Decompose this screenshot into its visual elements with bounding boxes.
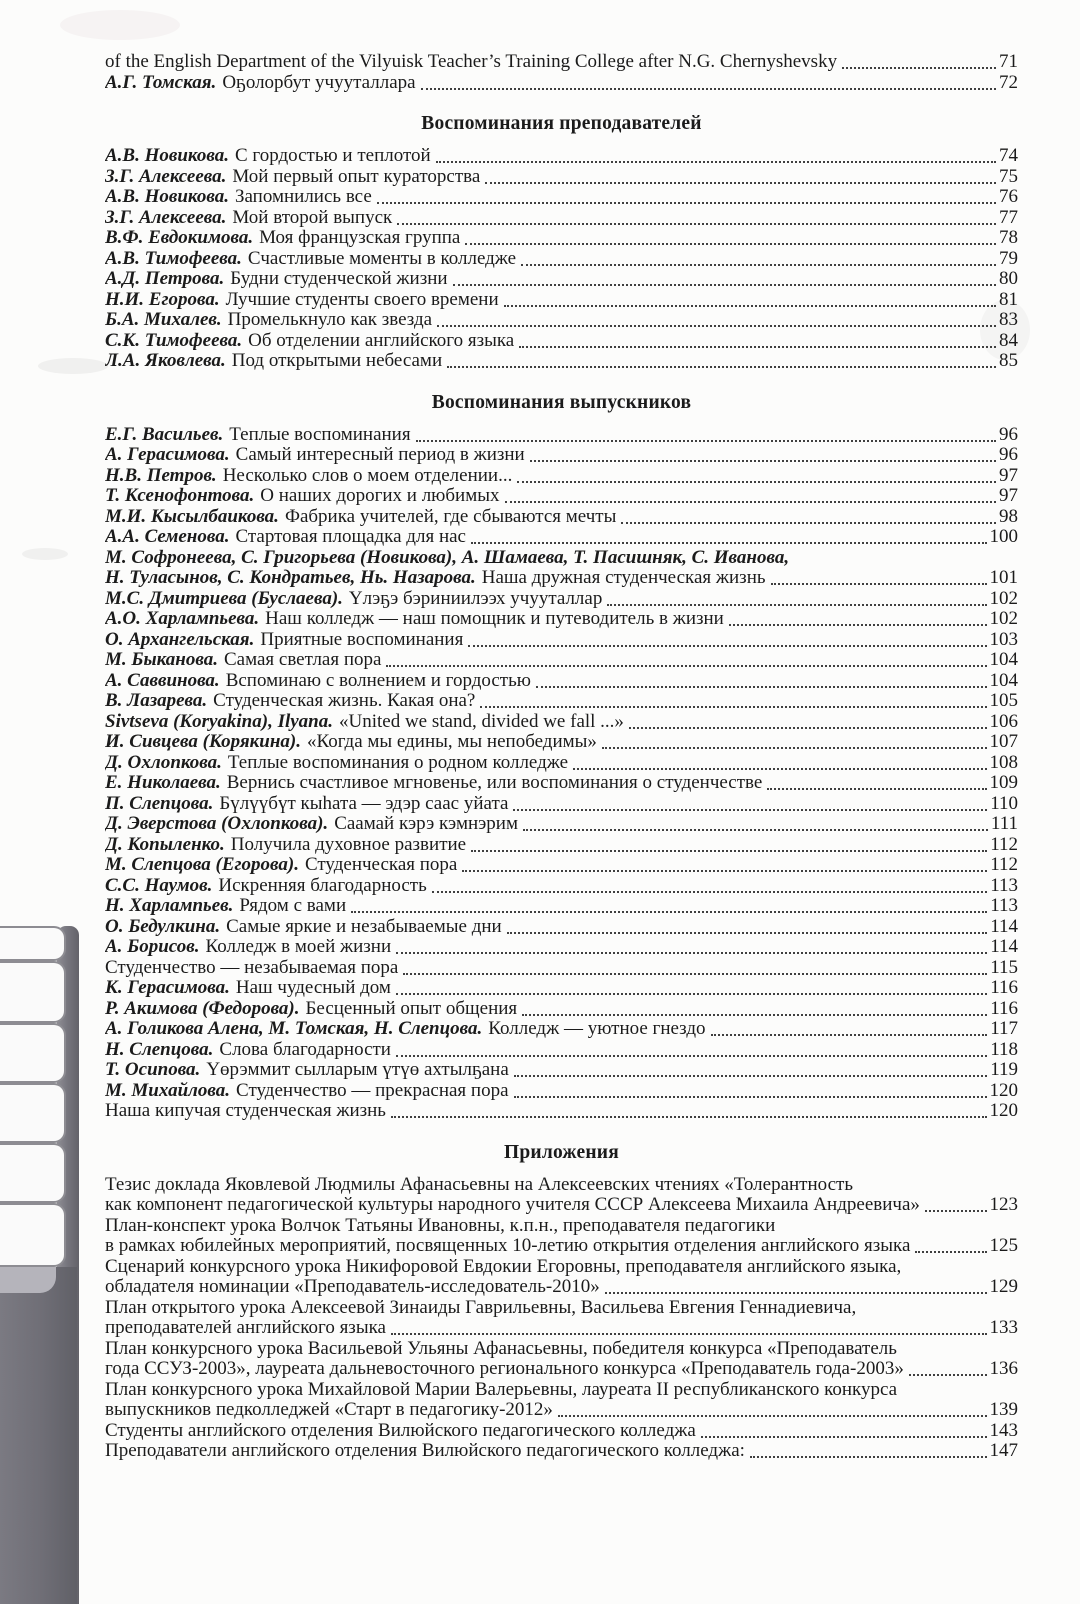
toc-entry — [105, 999, 1018, 1020]
toc-entry — [105, 351, 1018, 372]
page-number: 115 — [990, 957, 1018, 978]
page-number: 123 — [989, 1195, 1018, 1215]
toc-entry — [105, 1081, 1018, 1102]
page-number: 116 — [990, 978, 1018, 998]
dot-leader — [915, 1251, 986, 1253]
toc-entry-title: года ССУЗ-2003», лауреата дальневосточного регионального конкурса «Преподаватель года-2003» — [105, 1359, 904, 1379]
dot-leader — [767, 788, 986, 790]
toc-entry — [105, 1040, 1018, 1061]
scan-artifact — [38, 358, 108, 374]
toc-entry-title: Наша дружная студенческая жизнь — [481, 568, 766, 588]
toc-entry — [105, 146, 1018, 167]
page-number: 139 — [989, 1400, 1018, 1420]
toc-entry — [105, 671, 1018, 692]
toc-entry-title: Самые яркие и незабываемые дни — [226, 916, 502, 937]
dot-leader — [573, 768, 986, 770]
dot-leader — [403, 973, 987, 975]
page-number: 110 — [990, 793, 1018, 814]
toc-entry — [105, 1019, 1018, 1040]
page-number: 71 — [999, 52, 1018, 72]
toc-entry — [105, 445, 1018, 466]
toc-entry — [105, 425, 1018, 446]
toc-entry-title: Фабрика учителей, где сбываются мечты — [284, 506, 617, 527]
page-number: 104 — [989, 650, 1018, 670]
toc-entry-continuation — [105, 1257, 1018, 1278]
page-number: 98 — [999, 506, 1018, 527]
toc-entry-title: Оҕолорбут учууталлара — [222, 72, 416, 93]
toc-section — [105, 52, 1018, 93]
toc-entry-author: А.А. Семенова. — [105, 527, 230, 547]
toc-entry — [105, 187, 1018, 208]
toc-entry-author: З.Г. Алексеева. — [105, 207, 227, 228]
dot-leader — [391, 1116, 987, 1118]
toc-entry — [105, 1101, 1018, 1122]
dot-leader — [386, 665, 986, 667]
page-number: 78 — [999, 228, 1018, 248]
page-edge-tab — [0, 961, 66, 1023]
scan-artifact — [60, 10, 180, 40]
dot-leader — [602, 747, 987, 749]
toc-entry — [105, 1277, 1018, 1298]
dot-leader — [397, 223, 996, 225]
toc-entry-title: Преподаватели английского отделения Вилюйского педагогического колледжа: — [105, 1441, 745, 1461]
page-number: 112 — [990, 855, 1018, 875]
dot-leader — [771, 583, 987, 585]
toc-entry-title: Колледж — уютное гнездо — [488, 1019, 706, 1039]
toc-entry-author: П. Слепцова. — [105, 793, 214, 814]
toc-entry-author: Е. Николаева. — [105, 773, 221, 793]
page-number: 79 — [999, 248, 1018, 269]
scan-artifact — [22, 548, 68, 560]
toc-entry-author: О. Архангельская. — [105, 629, 255, 650]
dot-leader — [396, 952, 987, 954]
dot-leader — [391, 1333, 987, 1335]
page-number: 117 — [990, 1019, 1018, 1039]
toc-entry-author: Д. Эверстова (Охлопкова). — [105, 814, 329, 834]
dot-leader — [517, 481, 996, 483]
toc-entry-author: М.И. Кысылбаикова. — [105, 506, 279, 527]
page-number: 136 — [989, 1359, 1018, 1379]
dot-leader — [504, 305, 996, 307]
page-number: 75 — [999, 166, 1018, 187]
toc-entry — [105, 1195, 1018, 1216]
page-number: 133 — [989, 1318, 1018, 1338]
toc-entry-continuation — [105, 1175, 1018, 1196]
toc-entry-author: Т. Осипова. — [105, 1060, 201, 1080]
dot-leader — [558, 1415, 987, 1417]
toc-entry-continuation — [105, 1339, 1018, 1360]
toc-entry-title: Самая светлая пора — [223, 650, 382, 670]
toc-entry-author: Н. Туласынов, С. Кондратьев, Нь. Назарова. — [105, 568, 476, 588]
toc-entry-author: Т. Ксенофонтова. — [105, 486, 255, 506]
page-number: 125 — [989, 1236, 1018, 1256]
dot-leader — [465, 243, 996, 245]
page-number: 143 — [989, 1420, 1018, 1441]
toc-entry-text: План-конспект урока Волчок Татьяны Ивановны, к.п.н., преподавателя педагогики — [105, 1215, 776, 1236]
toc-entry-continuation — [105, 1216, 1018, 1237]
dot-leader — [701, 1436, 987, 1438]
toc-entry-title: Запомнились все — [234, 187, 372, 207]
toc-entry — [105, 568, 1018, 589]
page-number: 109 — [989, 773, 1018, 793]
page-edge-tab — [0, 1143, 66, 1203]
dot-leader — [471, 542, 987, 544]
dot-leader — [507, 932, 988, 934]
dot-leader — [396, 993, 987, 995]
toc-entry-title: Үлэҕэ бэриниилээх учууталлар — [348, 588, 603, 609]
dot-leader — [519, 346, 996, 348]
toc-entry — [105, 855, 1018, 876]
page-number: 96 — [999, 424, 1018, 445]
dot-leader — [514, 1096, 987, 1098]
page-number: 97 — [999, 486, 1018, 506]
toc-entry-title: Моя французская группа — [259, 228, 461, 248]
toc-entry-title: Рядом с вами — [239, 896, 347, 916]
page-number: 80 — [999, 269, 1018, 289]
dot-leader — [471, 850, 987, 852]
page-edge-tab — [0, 1203, 66, 1267]
page-number: 105 — [989, 691, 1018, 711]
toc-entry-author: Б.А. Михалев. — [105, 310, 222, 330]
dot-leader — [416, 440, 996, 442]
toc-entry-author: Sivtseva (Koryakina), Ilyana. — [105, 711, 333, 732]
page-number: 111 — [990, 814, 1018, 834]
toc-entry-continuation — [105, 1298, 1018, 1319]
toc-entry-title: Мой второй выпуск — [232, 207, 393, 228]
toc-entry — [105, 228, 1018, 249]
toc-entry — [105, 486, 1018, 507]
page-edge-tab — [0, 926, 66, 961]
toc-entry-title: Будни студенческой жизни — [230, 269, 448, 289]
toc-entry — [105, 1359, 1018, 1380]
dot-leader — [711, 1034, 988, 1036]
toc-entry — [105, 609, 1018, 630]
toc-entry — [105, 331, 1018, 352]
toc-entry — [105, 753, 1018, 774]
toc-entry-title: Теплые воспоминания о родном колледже — [227, 752, 569, 773]
toc-entry — [105, 937, 1018, 958]
toc-entry-title: Мой первый опыт кураторства — [232, 166, 481, 187]
toc-entry-title: «Когда мы едины, мы непобедимы» — [306, 732, 597, 752]
dot-leader — [462, 870, 987, 872]
toc-entry-title: Наш колледж — наш помощник и путеводитель в жизни — [265, 609, 724, 629]
toc-entry-title: Стартовая площадка для нас — [235, 527, 466, 547]
toc-entry-author: Н.В. Петров. — [105, 465, 217, 486]
toc-entry-author: Р. Акимова (Федорова). — [105, 998, 300, 1019]
toc-entry-title: Үөрэммит сылларым үтүө ахтылҕана — [206, 1060, 509, 1080]
toc-entry — [105, 958, 1018, 979]
dot-leader — [750, 1456, 987, 1458]
toc-entry — [105, 917, 1018, 938]
dot-leader — [437, 325, 996, 327]
toc-entry — [105, 1400, 1018, 1421]
binding-bottom-block — [0, 1267, 77, 1604]
toc-section — [105, 392, 1018, 1122]
page-number: 112 — [990, 834, 1018, 855]
toc-entry-title: как компонент педагогической культуры народного учителя СССР Алексеева Михаила Андреевича» — [105, 1195, 920, 1215]
toc-entry-title: Промелькнуло как звезда — [227, 310, 433, 330]
dot-leader — [607, 604, 986, 606]
page-number: 101 — [989, 568, 1018, 588]
dot-leader — [453, 284, 996, 286]
toc-section — [105, 113, 1018, 372]
dot-leader — [514, 1075, 987, 1077]
dot-leader — [421, 88, 996, 90]
toc-entry-title: Приятные воспоминания — [260, 629, 464, 650]
toc-entry-text: План конкурсного урока Васильевой Ульяны Афанасьевны, победителя конкурса «Преподаватель — [105, 1338, 897, 1359]
toc-entry-author: С.К. Тимофеева. — [105, 330, 243, 351]
page-number: 106 — [989, 711, 1018, 732]
page-number: 85 — [999, 351, 1018, 371]
dot-leader — [925, 1210, 987, 1212]
page-edge-tab — [0, 1267, 56, 1293]
toc-entry-author: А.В. Новикова. — [105, 146, 229, 166]
dot-leader — [605, 1292, 987, 1294]
toc-entry-text: План конкурсного урока Михайловой Марии Валерьевны, лауреата II республиканского конкурса — [105, 1379, 898, 1400]
section-header: Приложения — [503, 1141, 619, 1163]
toc-entry-title: Получила духовное развитие — [230, 834, 467, 855]
toc-entry-title: Студенчество — незабываемая пора — [105, 957, 399, 978]
toc-entry-author: Н. Слепцова. — [105, 1039, 214, 1060]
toc-entry — [105, 466, 1018, 487]
toc-entry — [105, 290, 1018, 311]
page-number: 102 — [989, 588, 1018, 609]
toc-entry-title: Бүлүүбүт кыһата — эдэр саас уйата — [219, 793, 509, 814]
toc-entry-author: М.С. Дмитриева (Буслаева). — [105, 588, 343, 609]
page-number: 113 — [990, 875, 1018, 896]
toc-entry-author: С.С. Наумов. — [105, 875, 213, 896]
dot-leader — [447, 366, 996, 368]
toc-entry — [105, 1060, 1018, 1081]
toc-entry-title: Вернись счастливое мгновенье, или воспоминания о студенчестве — [226, 773, 763, 793]
toc-entry-author: О. Бедулкина. — [105, 916, 221, 937]
toc-entry — [105, 589, 1018, 610]
toc-entry-text: Сценарий конкурсного урока Никифоровой Евдокии Егоровны, преподавателя английского языка, — [105, 1256, 902, 1277]
toc-entry-author: А. Саввинова. — [105, 670, 220, 691]
toc-entry — [105, 1421, 1018, 1442]
toc-entry-title: преподавателей английского языка — [105, 1318, 386, 1338]
page-number: 108 — [989, 752, 1018, 773]
toc-entry-title: Об отделении английского языка — [248, 330, 515, 351]
dot-leader — [523, 829, 988, 831]
toc-entry — [105, 1441, 1018, 1462]
dot-leader — [530, 460, 996, 462]
page-number: 81 — [999, 289, 1018, 310]
page-number: 100 — [989, 527, 1018, 547]
page-number: 96 — [999, 445, 1018, 465]
toc-entry — [105, 896, 1018, 917]
toc-entry-title: Под открытыми небесами — [231, 351, 443, 371]
toc-entry — [105, 650, 1018, 671]
page-number: 118 — [990, 1039, 1018, 1060]
toc-entry-title: О наших дорогих и любимых — [260, 486, 500, 506]
toc-entry-author: Н.И. Егорова. — [105, 289, 220, 310]
toc-entry — [105, 208, 1018, 229]
dot-leader — [521, 264, 996, 266]
toc-entry — [105, 249, 1018, 270]
toc-entry-title: of the English Department of the Vilyuisk Teacher’s Training College after N.G. Chernyshevsky — [105, 52, 838, 72]
toc-entry-author: А.Г. Томская. — [105, 72, 217, 93]
dot-leader — [536, 686, 987, 688]
page-number: 114 — [990, 916, 1018, 937]
toc-entry-author: Е.Г. Васильев. — [105, 424, 224, 445]
toc-entry — [105, 527, 1018, 548]
toc-entry — [105, 732, 1018, 753]
toc-entry-title: «United we stand, divided we fall ...» — [339, 711, 624, 732]
dot-leader — [432, 891, 987, 893]
toc-entry — [105, 507, 1018, 528]
toc-entry — [105, 167, 1018, 188]
dot-leader — [436, 161, 996, 163]
dot-leader — [396, 1055, 987, 1057]
page-number: 97 — [999, 465, 1018, 486]
toc-entry-text: План открытого урока Алексеевой Зинаиды Гаврильевны, Васильева Евгения Геннадиевича, — [105, 1297, 857, 1318]
page-number: 107 — [989, 732, 1018, 752]
toc-entry-title: Теплые воспоминания — [229, 424, 411, 445]
toc-entry-title: Студенческая жизнь. Какая она? — [213, 691, 476, 711]
page-number: 119 — [990, 1060, 1018, 1080]
toc-entry-continuation — [105, 1380, 1018, 1401]
page-number: 83 — [999, 310, 1018, 330]
page-number: 103 — [989, 629, 1018, 650]
page-number: 120 — [989, 1101, 1018, 1121]
dot-leader — [351, 911, 987, 913]
toc-entry — [105, 712, 1018, 733]
toc-entry-author: К. Герасимова. — [105, 978, 230, 998]
page-number: 113 — [990, 896, 1018, 916]
page-number: 104 — [989, 670, 1018, 691]
page-number: 72 — [999, 72, 1018, 93]
toc-entry — [105, 691, 1018, 712]
toc-entry-author: В.Ф. Евдокимова. — [105, 228, 254, 248]
toc-entry-title: Слова благодарности — [219, 1039, 391, 1060]
page-number: 120 — [989, 1080, 1018, 1101]
toc-entry-continuation — [105, 548, 1018, 569]
page-number: 84 — [999, 330, 1018, 351]
toc-entry — [105, 1236, 1018, 1257]
toc-entry — [105, 814, 1018, 835]
toc-entry-text: Тезис доклада Яковлевой Людмилы Афанасьевны на Алексеевских чтениях «Толерантность — [105, 1174, 854, 1195]
page-number: 114 — [990, 937, 1018, 957]
toc-entry-title: обладателя номинации «Преподаватель-исследователь-2010» — [105, 1277, 600, 1297]
toc-entry-title: Наш чудесный дом — [235, 978, 391, 998]
toc-content — [105, 52, 1018, 1462]
dot-leader — [909, 1374, 987, 1376]
dot-leader — [485, 182, 996, 184]
dot-leader — [629, 727, 987, 729]
toc-entry-author: Н. Харлампьев. — [105, 896, 234, 916]
dot-leader — [480, 706, 986, 708]
toc-entry-title: Лучшие студенты своего времени — [225, 289, 499, 310]
toc-entry-title: Студенты английского отделения Вилюйского педагогического колледжа — [105, 1420, 696, 1441]
toc-entry-author: А.В. Тимофеева. — [105, 248, 242, 269]
page-number: 77 — [999, 207, 1018, 228]
dot-leader — [377, 202, 996, 204]
toc-entry — [105, 1318, 1018, 1339]
toc-entry-author: Д. Копыленко. — [105, 834, 225, 855]
toc-entry-title: Искренняя благодарность — [218, 875, 427, 896]
toc-entry — [105, 630, 1018, 651]
toc-entry-author: Л.А. Яковлева. — [105, 351, 226, 371]
toc-entry-author: М. Софронеева, С. Григорьева (Новикова), А. Шамаева, Т. Пасишняк, С. Иванова, — [105, 547, 790, 568]
toc-entry-author: М. Михайлова. — [105, 1080, 231, 1101]
toc-entry-author: Д. Охлопкова. — [105, 752, 222, 773]
dot-leader — [522, 1014, 987, 1016]
toc-entry — [105, 269, 1018, 290]
page-number: 74 — [999, 146, 1018, 166]
dot-leader — [842, 67, 996, 69]
toc-entry — [105, 73, 1018, 94]
page-number: 116 — [990, 998, 1018, 1019]
toc-entry-title: Вспоминаю с волнением и гордостью — [225, 670, 531, 691]
toc-entry-title: Счастливые моменты в колледже — [247, 248, 517, 269]
page-edge-tab — [0, 1083, 66, 1143]
toc-entry-author: А.В. Новикова. — [105, 187, 229, 207]
toc-entry-title: выпускников педколледжей «Старт в педагогику-2012» — [105, 1400, 553, 1420]
toc-entry-author: М. Быканова. — [105, 650, 218, 670]
toc-entry-author: И. Сивцева (Корякина). — [105, 732, 301, 752]
toc-entry-title: С гордостью и теплотой — [234, 146, 431, 166]
page-number: 129 — [989, 1277, 1018, 1297]
toc-entry — [105, 52, 1018, 73]
toc-entry — [105, 876, 1018, 897]
toc-entry-title: Наша кипучая студенческая жизнь — [105, 1101, 386, 1121]
page-edge-tab — [0, 1023, 66, 1083]
section-header: Воспоминания выпускников — [431, 391, 692, 413]
toc-entry — [105, 835, 1018, 856]
toc-entry-author: В. Лазарева. — [105, 691, 208, 711]
section-header: Воспоминания преподавателей — [421, 113, 702, 134]
toc-entry-author: А.Д. Петрова. — [105, 269, 225, 289]
toc-entry-author: А. Борисов. — [105, 937, 200, 957]
toc-entry-title: в рамках юбилейных мероприятий, посвященных 10-летию открытия отделения английского языка — [105, 1236, 911, 1256]
toc-entry-title: Саамай кэрэ кэмнэрим — [334, 814, 518, 834]
toc-entry-title: Студенчество — прекрасная пора — [236, 1080, 509, 1101]
toc-entry-author: А. Голикова Алена, М. Томская, Н. Слепцова. — [105, 1019, 483, 1039]
toc-entry — [105, 310, 1018, 331]
toc-entry-title: Самый интересный период в жизни — [235, 445, 525, 465]
dot-leader — [513, 809, 987, 811]
toc-entry-title: Бесценный опыт общения — [305, 998, 518, 1019]
toc-entry — [105, 978, 1018, 999]
dot-leader — [621, 522, 996, 524]
toc-entry-author: М. Слепцова (Егорова). — [105, 855, 299, 875]
toc-entry-author: З.Г. Алексеева. — [105, 166, 227, 187]
dot-leader — [468, 645, 986, 647]
toc-entry-author: А. Герасимова. — [105, 445, 230, 465]
toc-entry-title: Колледж в моей жизни — [205, 937, 392, 957]
dot-leader — [505, 501, 997, 503]
toc-entry — [105, 794, 1018, 815]
page-number: 76 — [999, 187, 1018, 207]
toc-entry-title: Студенческая пора — [304, 855, 458, 875]
toc-entry — [105, 773, 1018, 794]
page-number: 102 — [989, 609, 1018, 629]
toc-section — [105, 1142, 1018, 1462]
page-number: 147 — [989, 1441, 1018, 1461]
toc-entry-title: Несколько слов о моем отделении... — [222, 465, 513, 486]
toc-entry-author: А.О. Харлампьева. — [105, 609, 260, 629]
dot-leader — [729, 624, 987, 626]
